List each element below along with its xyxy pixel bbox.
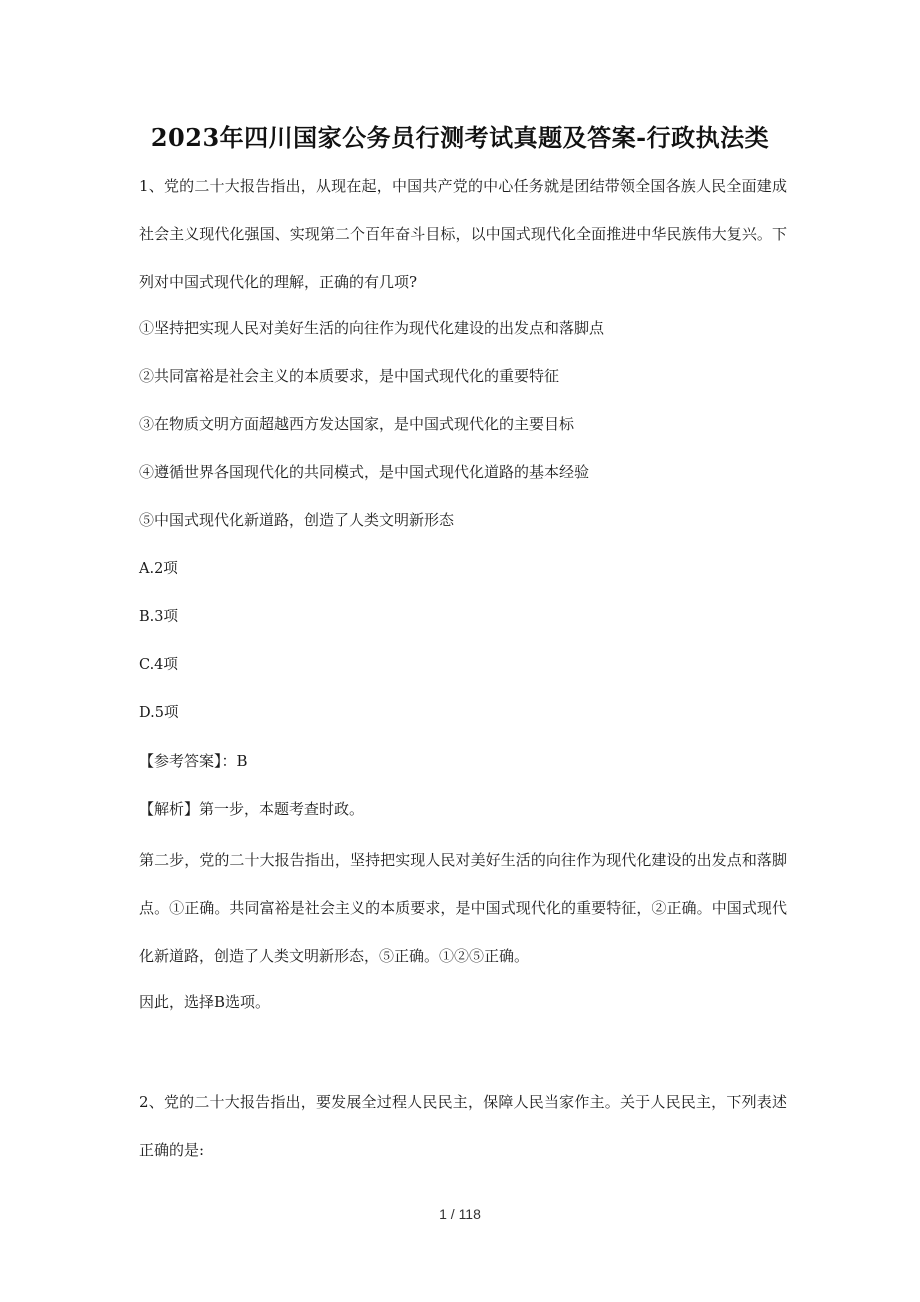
question-1-statement: ⑤中国式现代化新道路，创造了人类文明新形态 [139,511,455,529]
question-1-statement: ①坚持把实现人民对美好生活的向往作为现代化建设的出发点和落脚点 [139,319,605,337]
page-indicator: 1 / 118 [439,1206,481,1222]
question-1-statement: ②共同富裕是社会主义的本质要求，是中国式现代化的重要特征 [139,367,560,385]
question-1-statement: ③在物质文明方面超越西方发达国家，是中国式现代化的主要目标 [139,415,575,433]
reference-answer: 【参考答案】：B [139,752,248,770]
question-2-stem: 2、党的二十大报告指出，要发展全过程人民民主，保障人民当家作主。关于人民民主，下列表述正确的是: [139,1093,787,1159]
question-1-statement: ④遵循世界各国现代化的共同模式，是中国式现代化道路的基本经验 [139,463,590,481]
option-c: C.4项 [139,657,178,673]
analysis-conclusion: 因此，选择B选项。 [139,993,271,1011]
question-1-stem: 1、党的二十大报告指出，从现在起，中国共产党的中心任务就是团结带领全国各族人民全面建成社会主义现代化强国、实现第二个百年奋斗目标，以中国式现代化全面推进中华民族伟大复兴。下列对中国式现代化的理解，正确的有几项? [139,177,787,291]
option-b: B.3项 [139,609,178,625]
analysis-step-1: 【解析】第一步，本题考查时政。 [139,800,365,818]
option-d: D.5项 [139,705,179,721]
option-a: A.2项 [139,561,178,577]
document-title: 2023年四川国家公务员行测考试真题及答案-行政执法类 [150,123,770,152]
analysis-step-2: 第二步，党的二十大报告指出，坚持把实现人民对美好生活的向往作为现代化建设的出发点和落脚点。①正确。共同富裕是社会主义的本质要求，是中国式现代化的重要特征，②正确。中国式现代化新道路，创造了人类文明新形态，⑤正确。①②⑤正确。 [139,851,787,965]
